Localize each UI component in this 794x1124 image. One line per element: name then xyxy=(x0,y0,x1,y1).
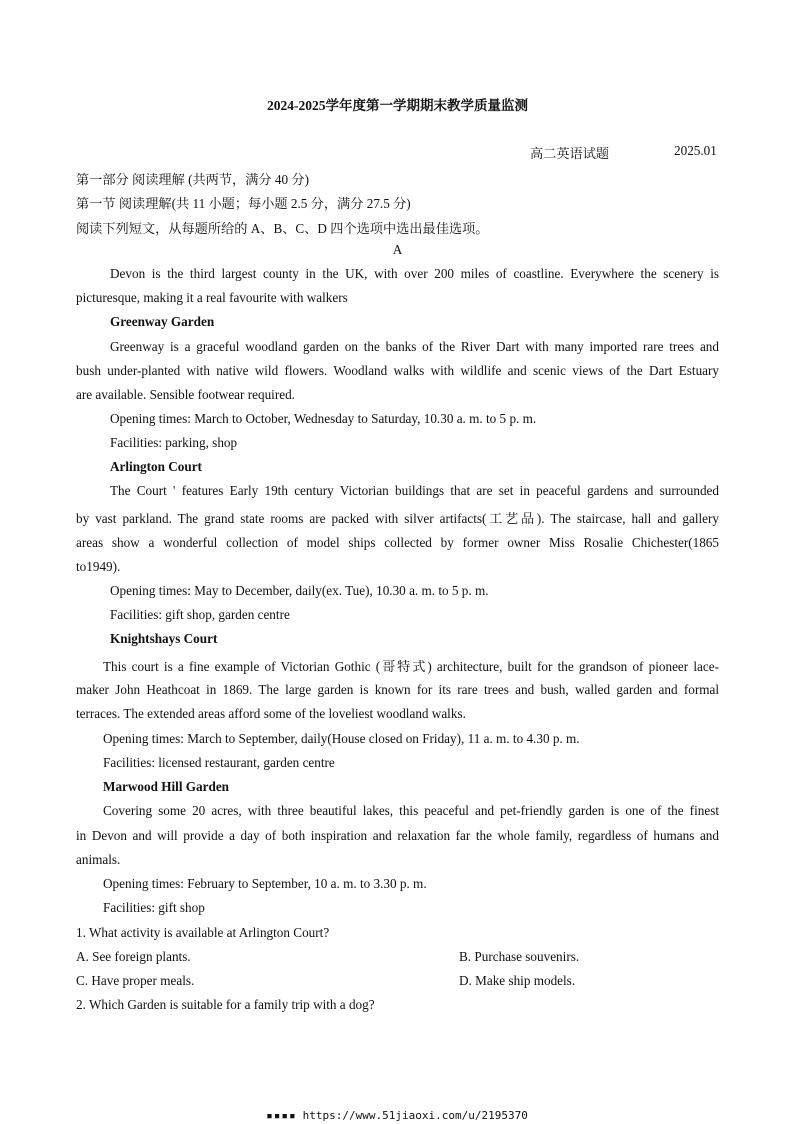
garden-desc-line: in Devon and will provide a day of both inspiration and relaxation far the whole family, regardless of humans and xyxy=(76,828,719,843)
garden-desc-line: by vast parkland. The grand state rooms are packed with silver artifacts(工艺品). The staircase, hall and gallery xyxy=(76,511,719,526)
garden-desc-line: to1949). xyxy=(76,559,121,574)
garden-desc-line: bush under-planted with native wild flowers. Woodland walks with wildlife and scenic views of the Dart Estuary xyxy=(76,363,719,378)
footer-dots-icon: ▪▪▪▪ xyxy=(266,1109,297,1122)
garden-desc-line: are available. Sensible footwear required. xyxy=(76,387,295,402)
question-stem: 1. What activity is available at Arlington Court? xyxy=(76,925,330,940)
garden-name: Knightshays Court xyxy=(110,631,218,646)
garden-desc-line: areas show a wonderful collection of model ships collected by former owner Miss Rosalie Chichester(1865 xyxy=(76,535,719,550)
part-heading: 第一部分 阅读理解 (共两节，满分 40 分) xyxy=(76,172,309,187)
garden-desc-line: animals. xyxy=(76,852,121,867)
intro-line: Devon is the third largest county in the UK, with over 200 miles of coastline. Everywhere the scenery is xyxy=(110,266,719,281)
directions: 阅读下列短文，从每题所给的 A、B、C、D 四个选项中选出最佳选项。 xyxy=(76,221,489,236)
intro-line: picturesque, making it a real favourite with walkers xyxy=(76,290,348,305)
exam-title: 2024-2025学年度第一学期期末教学质量监测 xyxy=(267,98,528,113)
opening-times: Opening times: May to December, daily(ex. Tue), 10.30 a. m. to 5 p. m. xyxy=(110,583,489,598)
opening-times: Opening times: March to October, Wednesday to Saturday, 10.30 a. m. to 5 p. m. xyxy=(110,411,537,426)
facilities: Facilities: gift shop xyxy=(103,900,205,915)
question-stem: 2. Which Garden is suitable for a family trip with a dog? xyxy=(76,997,375,1012)
garden-desc-line: maker John Heathcoat in 1869. The large garden is known for its rare trees and bush, walled garden and formal xyxy=(76,682,719,697)
opening-times: Opening times: March to September, daily(House closed on Friday), 11 a. m. to 4.30 p. m. xyxy=(103,731,580,746)
section-heading: 第一节 阅读理解(共 11 小题；每小题 2.5 分，满分 27.5 分) xyxy=(76,196,411,211)
opening-times: Opening times: February to September, 10 a. m. to 3.30 p. m. xyxy=(103,876,427,891)
facilities: Facilities: licensed restaurant, garden centre xyxy=(103,755,335,770)
passage-label: A xyxy=(392,242,403,257)
garden-desc-line: The Court ' features Early 19th century Victorian buildings that are set in peaceful gardens and surrounded xyxy=(110,483,719,498)
option-b: B. Purchase souvenirs. xyxy=(459,949,580,964)
footer-url[interactable]: https://www.51jiaoxi.com/u/2195370 xyxy=(302,1109,528,1122)
garden-desc-line: Covering some 20 acres, with three beautiful lakes, this peaceful and pet-friendly garden is one of the finest xyxy=(103,803,719,818)
subject-label: 高二英语试题 xyxy=(530,146,610,161)
facilities: Facilities: gift shop, garden centre xyxy=(110,607,290,622)
garden-name: Arlington Court xyxy=(110,459,202,474)
garden-name: Marwood Hill Garden xyxy=(103,779,230,794)
option-d: D. Make ship models. xyxy=(459,973,576,988)
option-a: A. See foreign plants. xyxy=(76,949,191,964)
garden-name: Greenway Garden xyxy=(110,314,215,329)
exam-date: 2025.01 xyxy=(674,143,717,158)
option-c: C. Have proper meals. xyxy=(76,973,195,988)
garden-desc-line: This court is a fine example of Victorian Gothic (哥特式) architecture, built for the grandson of pioneer lace- xyxy=(103,659,719,674)
page-footer xyxy=(0,1109,794,1122)
garden-desc-line: terraces. The extended areas afford some of the loveliest woodland walks. xyxy=(76,706,466,721)
garden-desc-line: Greenway is a graceful woodland garden on the banks of the River Dart with many imported rare trees and xyxy=(110,339,719,354)
facilities: Facilities: parking, shop xyxy=(110,435,238,450)
